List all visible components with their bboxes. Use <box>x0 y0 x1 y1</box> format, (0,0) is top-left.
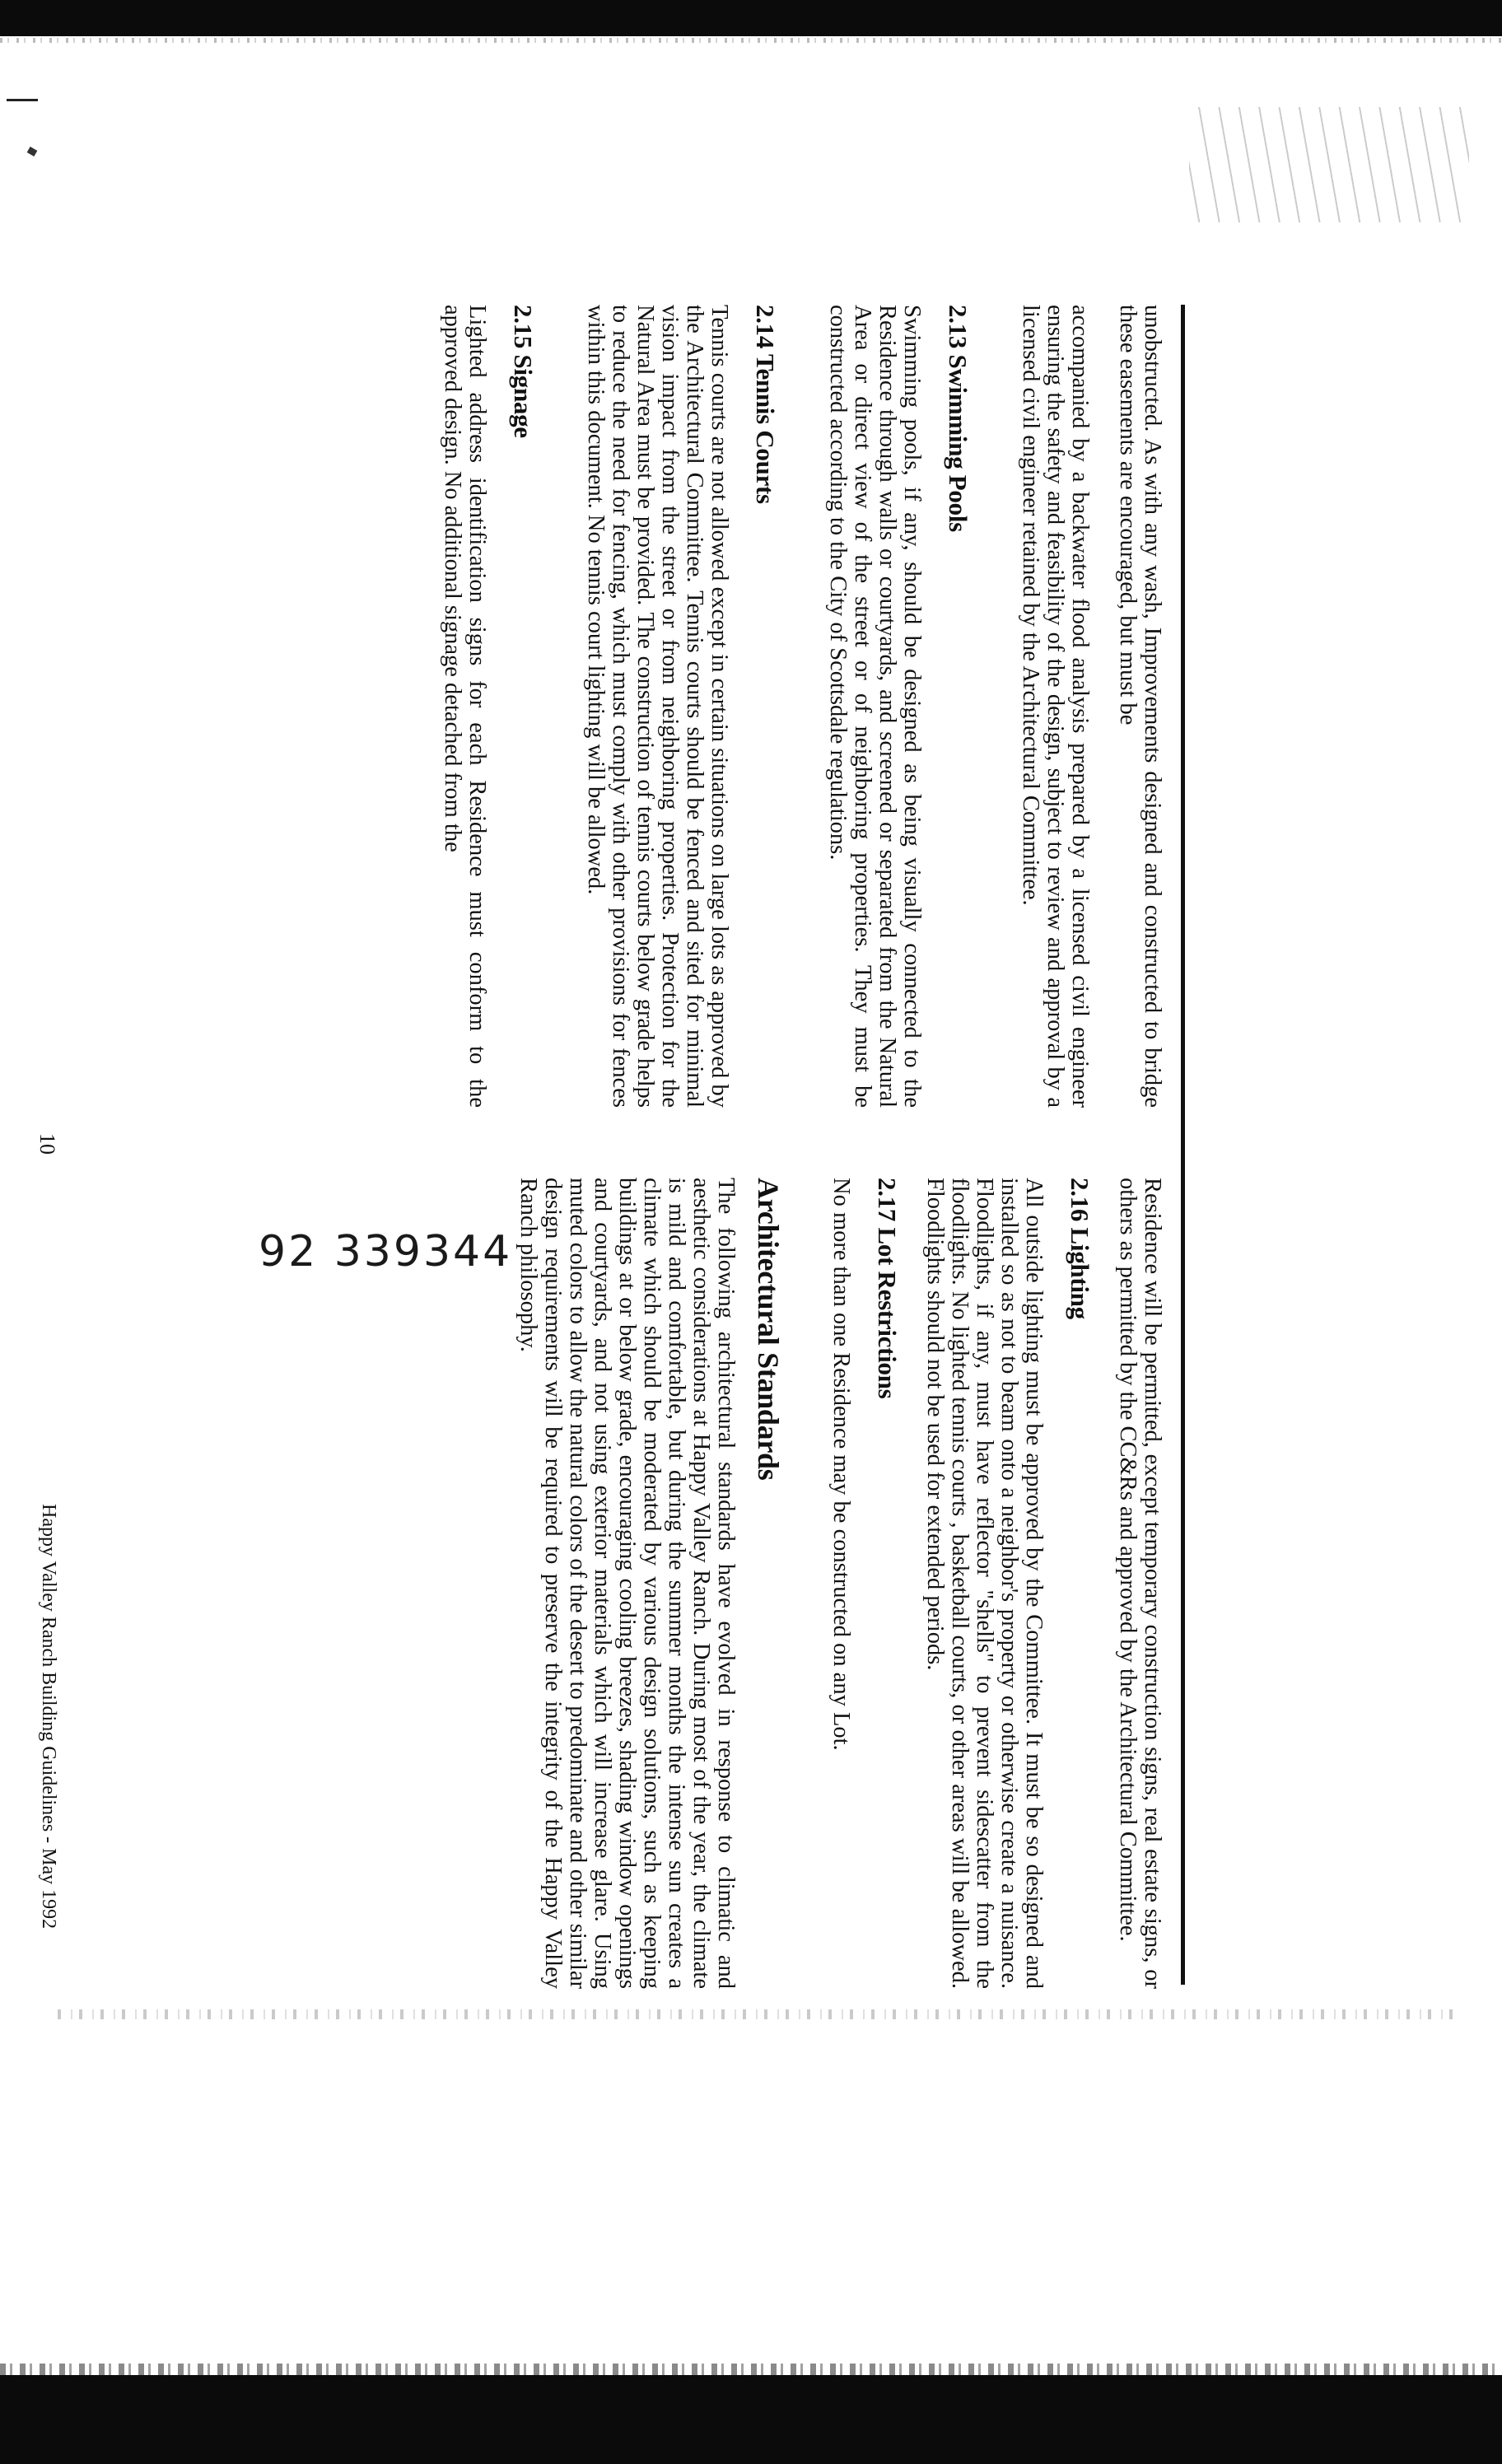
section-2-15-text: Lighted address identification signs for each Residence must conform to the approved design. No additional signage detached from the <box>440 305 490 1108</box>
section-2-17-heading: 2.17 Lot Restrictions <box>873 1178 902 1399</box>
left-continued-text: accompanied by a backwater flood analysis prepared by a licensed civil engineer ensuring the safety and feasibility of the design, subject to review and approval by a licensed civil engineer retained by the Architectural Committee. <box>1018 305 1093 1108</box>
section-2-14-heading: 2.14 Tennis Courts <box>751 305 780 504</box>
scan-noise-right <box>53 2009 1453 2019</box>
section-2-14-text: Tennis courts are not allowed except in certain situations on large lots as approved by the Architectural Committee. Tennis courts should be fenced and sited for minimal vision impact from the street or from neighboring properties. Protection for the Natural Area must be provided. The construction of tennis courts below grade helps to reduce the need for fencing, which must comply with other provisions for fences within this document. No tennis court lighting will be allowed. <box>583 305 732 1108</box>
right-intro-text: Residence will be permitted, except temporary construction signs, real estate signs, or others as permitted by the CC&Rs and approved by the Architectural Committee. <box>1115 1178 1165 1989</box>
right-column <box>492 1178 1164 1989</box>
architectural-standards-text: The following architectural standards have evolved in response to climatic and aesthetic considerations at Happy Valley Ranch. During most of the year, the climate is mild and comfortable, but during the summer months the intense sun creates a climate which should be moderated by various design solutions, such as keeping buildings at or below grade, encouraging cooling breezes, shading window openings and courtyards, and not using exterior materials which will increase glare. Using muted colors to allow the natural colors of the desert to predominate and other similar design requirements will be required to preserve the integrity of the Happy Valley Ranch philosophy. <box>515 1178 739 1989</box>
left-intro-text: unobstructed. As with any wash, Improvements designed and constructed to bridge these easements are encouraged, but must be <box>1115 305 1165 1108</box>
footer-document-title: Happy Valley Ranch Building Guidelines - May 1992 <box>38 1504 59 1930</box>
section-2-13-heading: 2.13 Swimming Pools <box>944 305 973 532</box>
header-rule <box>1181 305 1185 1985</box>
section-2-16-text: All outside lighting must be approved by the Committee. It must be so designed and installed so as not to beam onto a neighbor's property or otherwise create a nuisance. Floodlights, if any, must have reflector "shells" to prevent sidescatter from the floodlights. No lighted tennis courts , basketball courts, or other areas will be allowed. Floodlights should not be used for extended periods. <box>922 1178 1047 1989</box>
scan-scribble <box>1189 107 1469 222</box>
recording-stamp: 92 339344 <box>259 1227 513 1276</box>
page-number: 10 <box>35 1133 59 1155</box>
section-2-17-text: No more than one Residence may be constructed on any Lot. <box>828 1178 854 1751</box>
section-2-13-text: Swimming pools, if any, should be designed as being visually connected to the Residence through walls or courtyards, and screened or separated from the Natural Area or direct view of the street or of neighboring properties. They must be constructed according to the City of Scottsdale regulations. <box>825 305 925 1108</box>
architectural-standards-heading: Architectural Standards <box>752 1178 785 1481</box>
left-column <box>417 305 1164 1108</box>
section-2-16-heading: 2.16 Lighting <box>1066 1178 1094 1319</box>
section-2-15-heading: 2.15 Signage <box>509 305 538 438</box>
